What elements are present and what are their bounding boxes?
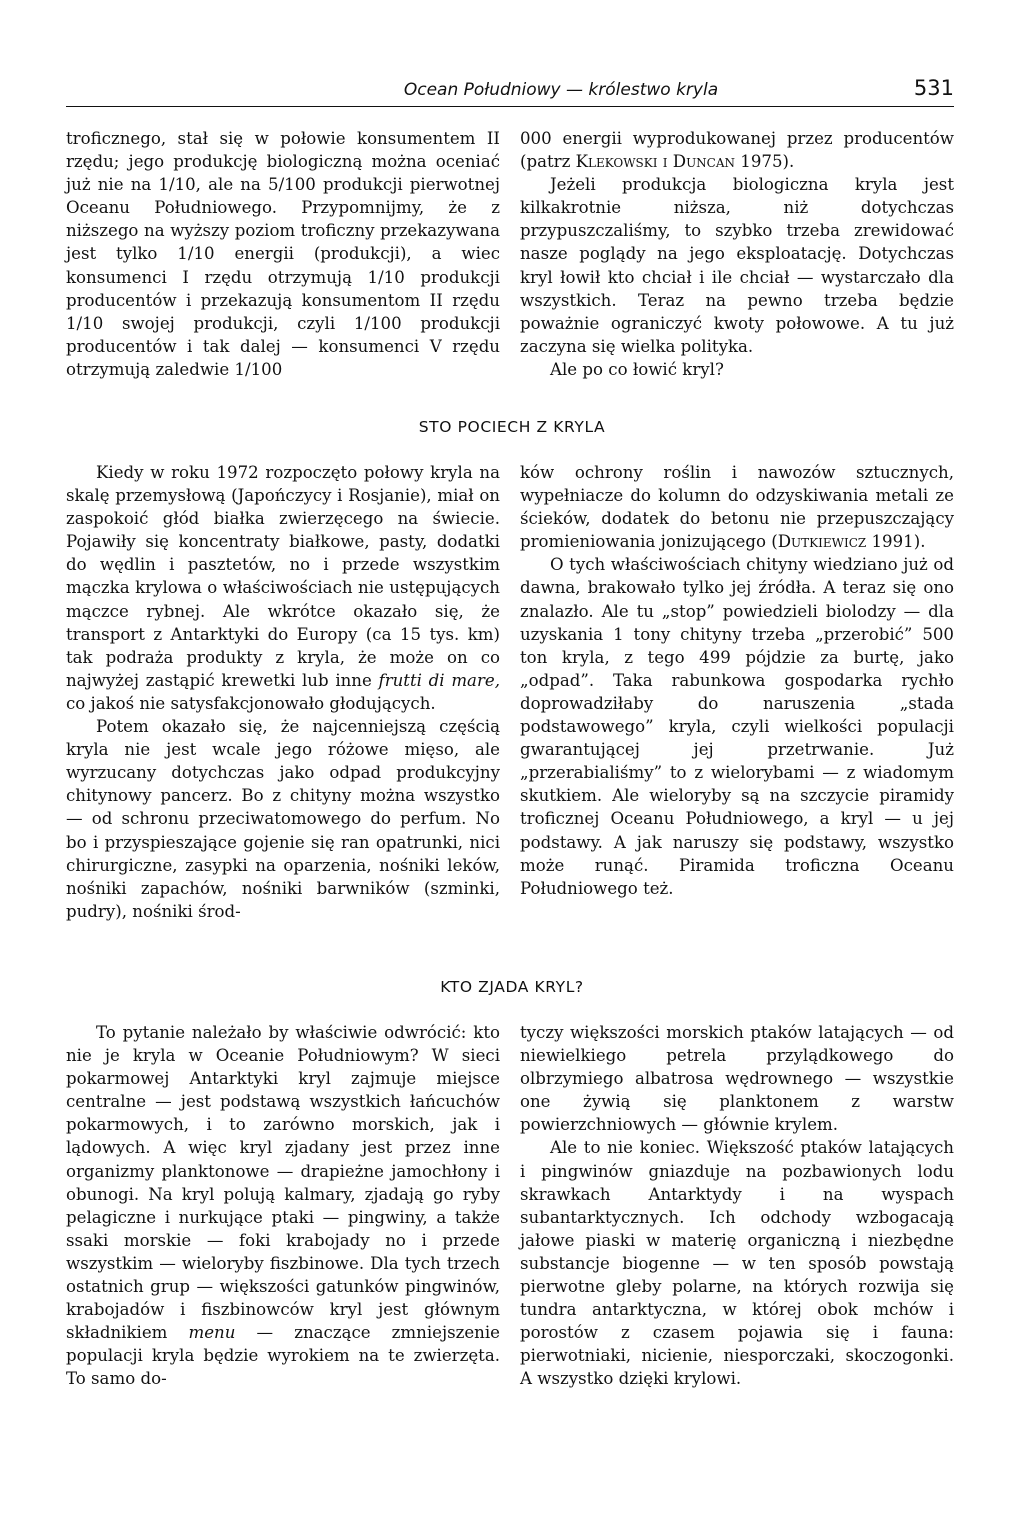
italic-phrase: frutti di mare, xyxy=(378,670,500,690)
running-title: Ocean Południowy — królestwo kryla xyxy=(403,80,719,100)
section1-right-column xyxy=(520,127,954,381)
paragraph: Ale to nie koniec. Większość ptaków latających i pingwinów gniazduje na pozbawionych lodu skrawkach Antarktydy i na wyspach subantarktycznych. Ich odchody wzbogacają jałowe piaski w materię organiczną i niezbędne substancje biogenne — w ten sposób powstają pierwotne gleby polarne, na których rozwija się tundra antarktyczna, w której obok mchów i porostów z czasem pojawia się i fauna: pierwotniaki, nicienie, niesporczaki, skoczogonki. A wszystko dzięki krylowi. xyxy=(520,1138,954,1389)
running-header xyxy=(66,76,954,107)
paragraph: Kiedy w roku 1972 rozpoczęto połowy kryla na skalę przemysłową (Japończycy i Rosjanie), miał on zaspokoić głód białka zwierzęcego na świecie. Pojawiły się koncentraty białkowe, pasty, dodatki do wędlin i pasztetów, no i przede wszystkim mączka krylowa o właściwościach nie ustępujących mączce rybnej. Ale wkrótce okazało się, że transport z Antarktyki do Europy (ca 15 tys. km) tak podraża produkty z kryla, że może on co najwyżej zastąpić krewetki lub inne frutti di mare, co jakoś nie satysfakcjonowało głodujących. xyxy=(66,463,500,713)
paragraph: Potem okazało się, że najcenniejszą częścią kryla nie jest wcale jego różowe mięso, ale wyrzucany dotychczas jako odpad produkcyjny chitynowy pancerz. Bo z chityny można wszystko — od schronu przeciwatomowego do perfum. No bo i przyspieszające gojenie się ran opatrunki, nici chirurgiczne, zasypki na oparzenia, nośniki leków, nośniki zapachów, nośniki barwników (szminki, pudry), nośniki środ- xyxy=(66,717,500,921)
paragraph: ków ochrony roślin i nawozów sztucznych, wypełniacze do kolumn do odzyskiwania metali ze ścieków, dodatek do betonu nie przepuszczający promieniowania jonizującego (Dutkiewicz 1991). xyxy=(520,463,954,552)
section3-right-column xyxy=(520,1021,954,1391)
italic-phrase: menu xyxy=(188,1323,236,1343)
paragraph: troficznego, stał się w połowie konsumentem II rzędu; jego produkcję biologiczną można oceniać już nie na 1/10, ale na 5/100 produkcji pierwotnej Oceanu Południowego. Przypomnijmy, że z niższego na wyższy poziom troficzny przekazywana jest tylko 1/10 energii (produkcji), a wiec konsumenci I rzędu otrzymują 1/10 produkcji producentów i przekazują konsumentom II rzędu 1/10 swojej produkcji, czyli 1/100 produkcji producentów i tak dalej — konsumenci V rzędu otrzymują zaledwie 1/100 xyxy=(66,129,500,379)
paragraph: O tych właściwościach chityny wiedziano już od dawna, brakowało tylko jej źródła. A teraz się ono znalazło. Ale tu „stop” powiedzieli biolodzy — dla uzyskania 1 tony chityny trzeba „przerobić” 500 ton kryla, z tego 499 pójdzie za burtę, jako „odpad”. Taka rabunkowa gospodarka rychło doprowadziłaby do naruszenia „stada podstawowego” kryla, czyli wielkości populacji gwarantującej jej przetrwanie. Już „przerabialiśmy” to z wielorybami — z wiadomym skutkiem. Ale wieloryby są na szczycie piramidy troficznej Oceanu Południowego, a kryl — u jej podstawy. A jak naruszy się podstawy, wszystko może runąć. Piramida troficzna Oceanu Południowego też. xyxy=(520,555,954,898)
section-heading-sto-pociech: STO POCIECH Z KRYLA xyxy=(418,418,606,436)
section1-left-column xyxy=(66,127,500,381)
paragraph: 000 energii wyprodukowanej przez producentów (patrz Klekowski i Duncan 1975). xyxy=(520,129,954,172)
paragraph: Ale po co łowić kryl? xyxy=(550,359,724,379)
section2-right-column xyxy=(520,461,954,900)
page-number: 531 xyxy=(913,76,954,100)
paragraph: tyczy większości morskich ptaków latających — od niewielkiego petrela przylądkowego do olbrzymiego albatrosa wędrownego — wszystkie one żywią się planktonem z warstw powierzchniowych — głównie krylem. xyxy=(520,1023,954,1135)
section-heading-kto-zjada: KTO ZJADA KRYL? xyxy=(440,978,584,996)
citation: Klekowski i Duncan xyxy=(575,152,736,172)
paragraph: Jeżeli produkcja biologiczna kryla jest kilkakrotnie niższa, niż dotychczas przypuszczaliśmy, to szybko trzeba zrewidować nasze poglądy na jego eksploatację. Dotychczas kryl łowił kto chciał i ile chciał — wystarczało dla wszystkich. Teraz na pewno trzeba będzie poważnie ograniczyć kwoty połowowe. A tu już zaczyna się wielka polityka. xyxy=(520,175,954,356)
section2-left-column xyxy=(66,461,500,923)
paragraph: To pytanie należało by właściwie odwrócić: kto nie je kryla w Oceanie Południowym? W sieci pokarmowej Antarktyki kryl zajmuje miejsce centralne — jest podstawą wszystkich łańcuchów pokarmowych, i to zarówno morskich, jak i lądowych. A więc kryl zjadany jest przez inne organizmy planktonowe — drapieżne jamochłony i obunogi. Na kryl polują kalmary, zjadają go ryby pelagiczne i nurkujące ptaki — pingwiny, a także ssaki morskie — foki krabojady no i przede wszystkim — wieloryby fiszbinowe. Dla tych trzech ostatnich grup — większości gatunków pingwinów, krabojadów i fiszbinowców kryl jest głównym składnikiem menu — znaczące zmniejszenie populacji kryla będzie wyrokiem na te zwierzęta. To samo do- xyxy=(66,1023,500,1389)
citation: Dutkiewicz xyxy=(777,532,867,552)
section3-left-column xyxy=(66,1021,500,1391)
